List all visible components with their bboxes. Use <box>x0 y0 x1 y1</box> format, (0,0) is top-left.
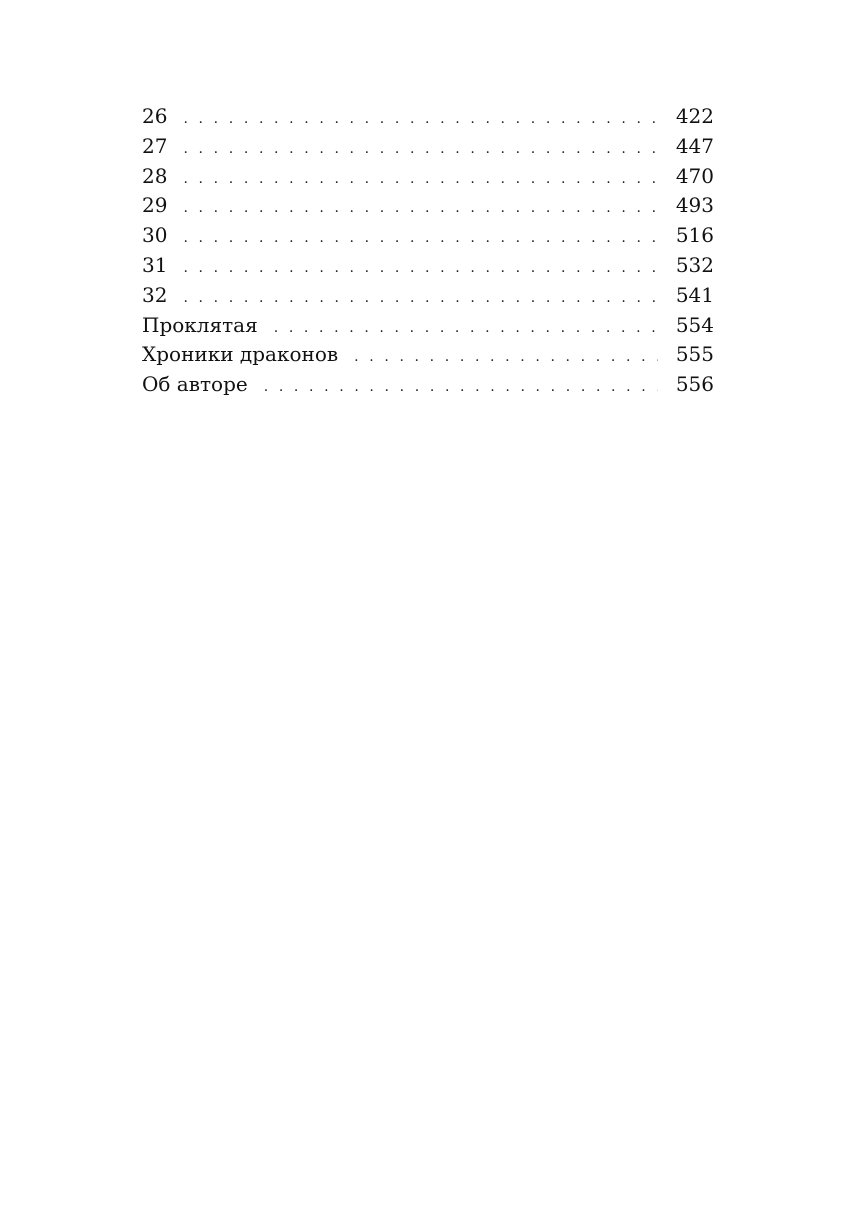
toc-entry-title: 30 <box>142 223 168 248</box>
toc-leader-dots <box>183 224 658 254</box>
toc-entry[interactable] <box>142 221 714 251</box>
toc-entry[interactable] <box>142 162 714 192</box>
toc-entry-page: 516 <box>675 223 714 248</box>
toc-leader-dots <box>183 135 658 165</box>
toc-entry-page: 555 <box>675 342 714 367</box>
toc-entry-title: Проклятая <box>142 312 258 337</box>
toc-entry[interactable] <box>142 370 714 400</box>
toc-entry-title: Хроники драконов <box>142 342 339 367</box>
toc-entry-title: 32 <box>142 282 168 307</box>
toc-entry[interactable] <box>142 102 714 132</box>
toc-entry-page: 422 <box>675 104 714 128</box>
toc-entry-title: Об авторе <box>142 372 248 397</box>
toc-leader-dots <box>354 343 658 373</box>
toc-entry-page: 493 <box>675 193 714 218</box>
toc-entry-title: 27 <box>142 133 168 158</box>
toc-entry[interactable] <box>142 191 714 221</box>
toc-leader-dots <box>183 254 658 284</box>
toc-entry[interactable] <box>142 132 714 162</box>
toc-leader-dots <box>183 194 658 224</box>
toc-leader-dots <box>183 105 658 135</box>
toc-entry-page: 554 <box>675 312 714 337</box>
toc-entry-page: 541 <box>675 282 714 307</box>
toc-entry-title: 29 <box>142 193 168 218</box>
toc-entry-title: 31 <box>142 252 168 277</box>
toc-entry-page: 470 <box>675 163 714 188</box>
toc-leader-dots <box>274 314 658 344</box>
toc-entry[interactable] <box>142 251 714 281</box>
toc-leader-dots <box>183 165 658 195</box>
toc-entry-page: 532 <box>675 252 714 277</box>
toc-leader-dots <box>183 284 658 314</box>
toc-entry[interactable] <box>142 340 714 370</box>
toc-entry[interactable] <box>142 311 714 341</box>
toc-entry-title: 28 <box>142 163 168 188</box>
table-of-contents <box>142 102 714 400</box>
toc-entry[interactable] <box>142 281 714 311</box>
toc-leader-dots <box>264 373 658 403</box>
toc-entry-page: 556 <box>675 372 714 397</box>
toc-entry-page: 447 <box>675 133 714 158</box>
toc-entry-title: 26 <box>142 104 168 128</box>
